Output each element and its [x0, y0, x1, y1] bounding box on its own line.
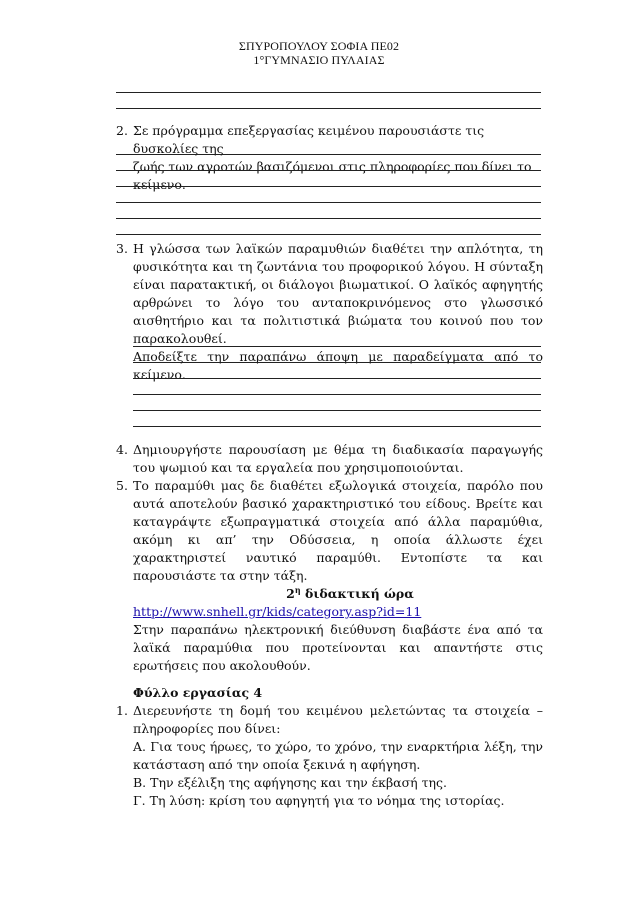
question-4-text: Δημιουργήστε παρουσίαση με θέμα τη διαδικασία παραγωγής του ψωμιού και τα εργαλεία που χρησιμοποιούνται.	[133, 442, 543, 475]
question-5-text: Το παραμύθι μας δε διαθέτει εξωλογικά στοιχεία, παρόλο που αυτά αποτελούν βασικό χαρακτηριστικό του είδους. Βρείτε και καταγράψτε εξωπραγματικά στοιχεία από άλλα παραμύθια, ακόμη κι απ’ την Οδύσσεια, η οποία άλλωστε έχει χαρακτηριστεί ναυτικό παραμύθι. Εντοπίστε τα και παρουσιάστε τα στην τάξη.	[133, 478, 543, 583]
lesson-heading-text: διδακτική ώρα	[300, 586, 414, 601]
worksheet-question-text	[133, 702, 543, 810]
lesson-heading-number: 2	[286, 586, 295, 601]
answer-line	[116, 154, 541, 155]
question-3-paragraph: Η γλώσσα των λαϊκών παραμυθιών διαθέτει την απλότητα, τη φυσικότητα και τη ζωντάνια του προφορικού λόγου. Η σύνταξη είναι παρατακτική, οι διάλογοι βιωματικοί. Ο λαϊκός αφηγητής αρθρώνει το λόγο του ανταποκρινόμενος στο γλωσσικό αισθητήριο και τα πολιτιστικά βιώματα του κοινού που τον παρακολουθεί.	[133, 241, 543, 346]
worksheet-question-number: 1.	[116, 703, 128, 718]
answer-line	[116, 202, 541, 203]
answer-line	[116, 186, 541, 187]
question-2-line-2: ζωής των αγροτών βασιζόμενοι στις πληροφορίες που δίνει το κείμενο.	[133, 159, 532, 192]
answer-line	[133, 378, 541, 379]
question-2-text	[133, 122, 543, 194]
question-3-number: 3.	[116, 241, 128, 256]
answer-line	[133, 346, 541, 347]
answer-line	[133, 426, 541, 427]
lesson-heading	[200, 585, 500, 603]
author-name: ΣΠΥΡΟΠΟΥΛΟΥ ΣΟΦΙΑ ΠΕ02	[238, 39, 400, 53]
answer-line	[133, 362, 541, 363]
answer-line	[116, 170, 541, 171]
worksheet-item-b: Β. Την εξέλιξη της αφήγησης και την έκβασή της.	[133, 775, 447, 790]
answer-line	[116, 92, 541, 93]
lesson-heading-sup: η	[294, 584, 301, 595]
lesson-instructions: Στην παραπάνω ηλεκτρονική διεύθυνση διαβάστε ένα από τα λαϊκά παραμύθια που προτείνονται και απαντήστε στις ερωτήσεις που ακολουθούν.	[133, 622, 543, 673]
worksheet-item-a: Α. Για τους ήρωες, το χώρο, το χρόνο, την εναρκτήρια λέξη, την κατάσταση από την οποία ξεκινά η αφήγηση.	[133, 739, 543, 772]
question-2-number: 2.	[116, 123, 128, 138]
answer-line	[116, 218, 541, 219]
worksheet-item-c: Γ. Τη λύση: κρίση του αφηγητή για το νόημα της ιστορίας.	[133, 793, 505, 808]
worksheet-question-paragraph: Διερευνήστε τη δομή του κειμένου μελετώντας τα στοιχεία – πληροφορίες που δίνει:	[133, 703, 543, 736]
worksheet-title: Φύλλο εργασίας 4	[133, 685, 263, 700]
question-3-prompt: Αποδείξτε την παραπάνω άποψη με παραδείγματα από το κείμενο.	[133, 349, 543, 382]
question-5-number: 5.	[116, 478, 128, 493]
lesson-link[interactable]: http://www.snhell.gr/kids/category.asp?id=11	[133, 604, 422, 619]
answer-line	[116, 108, 541, 109]
answer-line	[116, 234, 541, 235]
lesson-link-row	[133, 603, 543, 621]
school-name: 1°ΓΥΜΝΑΣΙΟ ΠΥΛΑΙΑΣ	[253, 53, 385, 67]
answer-line	[133, 410, 541, 411]
answer-line	[133, 394, 541, 395]
question-2-line-1: Σε πρόγραμμα επεξεργασίας κειμένου παρουσιάστε τις δυσκολίες της	[133, 123, 485, 156]
question-4-number: 4.	[116, 442, 128, 457]
